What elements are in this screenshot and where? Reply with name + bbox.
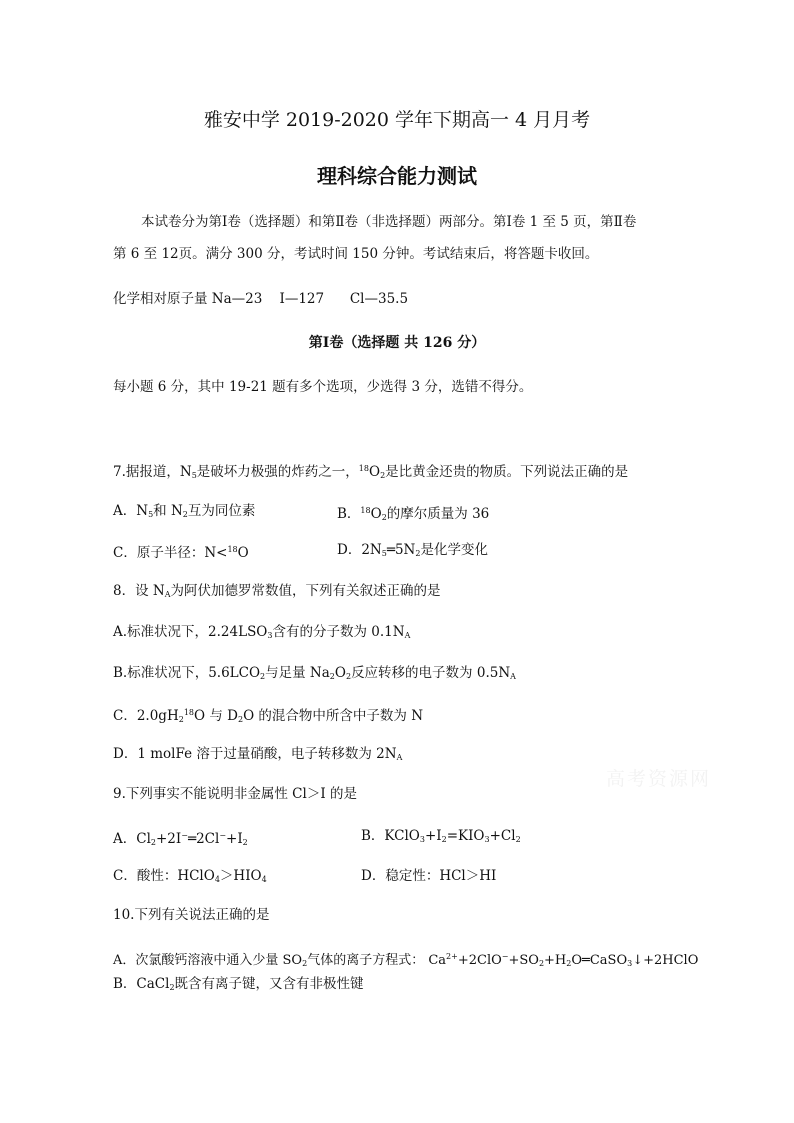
q7-stem: 7.据报道，$N_5$是破坏力极强的炸药之一，$^{18}O_2$是比黄金还贵的物质。下列说法正确的是	[113, 464, 629, 480]
q8-option-c: C．$2.0gH_2^{18}O$ 与 $D_2O$ 的混合物中所含中子数为 N	[113, 708, 424, 724]
q9-option-b: B．$KClO_3+I_2=KIO_3+Cl_2$	[361, 828, 521, 844]
q10-option-a: A．次氯酸钙溶液中通入少量 $SO_2$气体的离子方程式： $Ca^{2+}+2ClO^-+SO_2+H_2O═CaSO_3↓+2HClO$	[113, 952, 699, 968]
q8-option-a: A.标准状况下，$2.24LSO_3$含有的分子数为 $0.1N_A$	[113, 624, 411, 640]
q9-option-c: C．酸性：$HClO_4>HIO_4$	[113, 868, 267, 884]
section-note: 每小题 6 分，其中 19-21 题有多个选项，少选得 3 分，选错不得分。	[113, 379, 533, 395]
watermark: 高考资源网	[606, 768, 712, 790]
q8-stem: 8．设 $N_A$为阿伏加德罗常数值，下列有关叙述正确的是	[113, 583, 441, 599]
q8-option-b: B.标准状况下，$5.6LCO_2$与足量 $Na_2O_2$反应转移的电子数为 $0.5N_A$	[113, 665, 516, 681]
q7-option-c: C．原子半径：N<$^{18}$O	[113, 545, 249, 561]
exam-subtitle: 理科综合能力测试	[317, 164, 477, 188]
q9-option-a: A．$Cl_2+2I^-═2Cl^-+I_2$	[113, 831, 248, 847]
section-title: 第Ⅰ卷（选择题 共 126 分）	[308, 335, 486, 351]
intro-line-2: 第 6 至 12页。满分 300 分，考试时间 150 分钟。考试结束后，将答题卡收回。	[113, 246, 599, 262]
intro-line-1: 本试卷分为第Ⅰ卷（选择题）和第Ⅱ卷（非选择题）两部分。第Ⅰ卷 1 至 5 页，第Ⅱ卷	[141, 214, 637, 230]
atomic-masses: 化学相对原子量 Na—23 I—127 Cl—35.5	[113, 291, 409, 307]
q7-option-b: B．$^{18}O_2$的摩尔质量为 36	[337, 506, 490, 522]
q9-stem: 9.下列事实不能说明非金属性 Cl＞I 的是	[113, 786, 357, 802]
q9-option-d: D．稳定性：HCl＞HI	[361, 868, 497, 884]
exam-title: 雅安中学 2019-2020 学年下期高一 4 月月考	[203, 109, 591, 131]
q8-option-d: D．1 molFe 溶于过量硝酸，电子转移数为 $2N_A$	[113, 746, 403, 762]
q7-option-a: A．$N_5$和 $N_2$互为同位素	[113, 503, 256, 519]
q7-option-d: D．$2N_5═5N_2$是化学变化	[337, 542, 488, 558]
q10-stem: 10.下列有关说法正确的是	[113, 907, 270, 923]
q10-option-b: B．CaCl$_2$既含有离子键，又含有非极性键	[113, 976, 364, 992]
